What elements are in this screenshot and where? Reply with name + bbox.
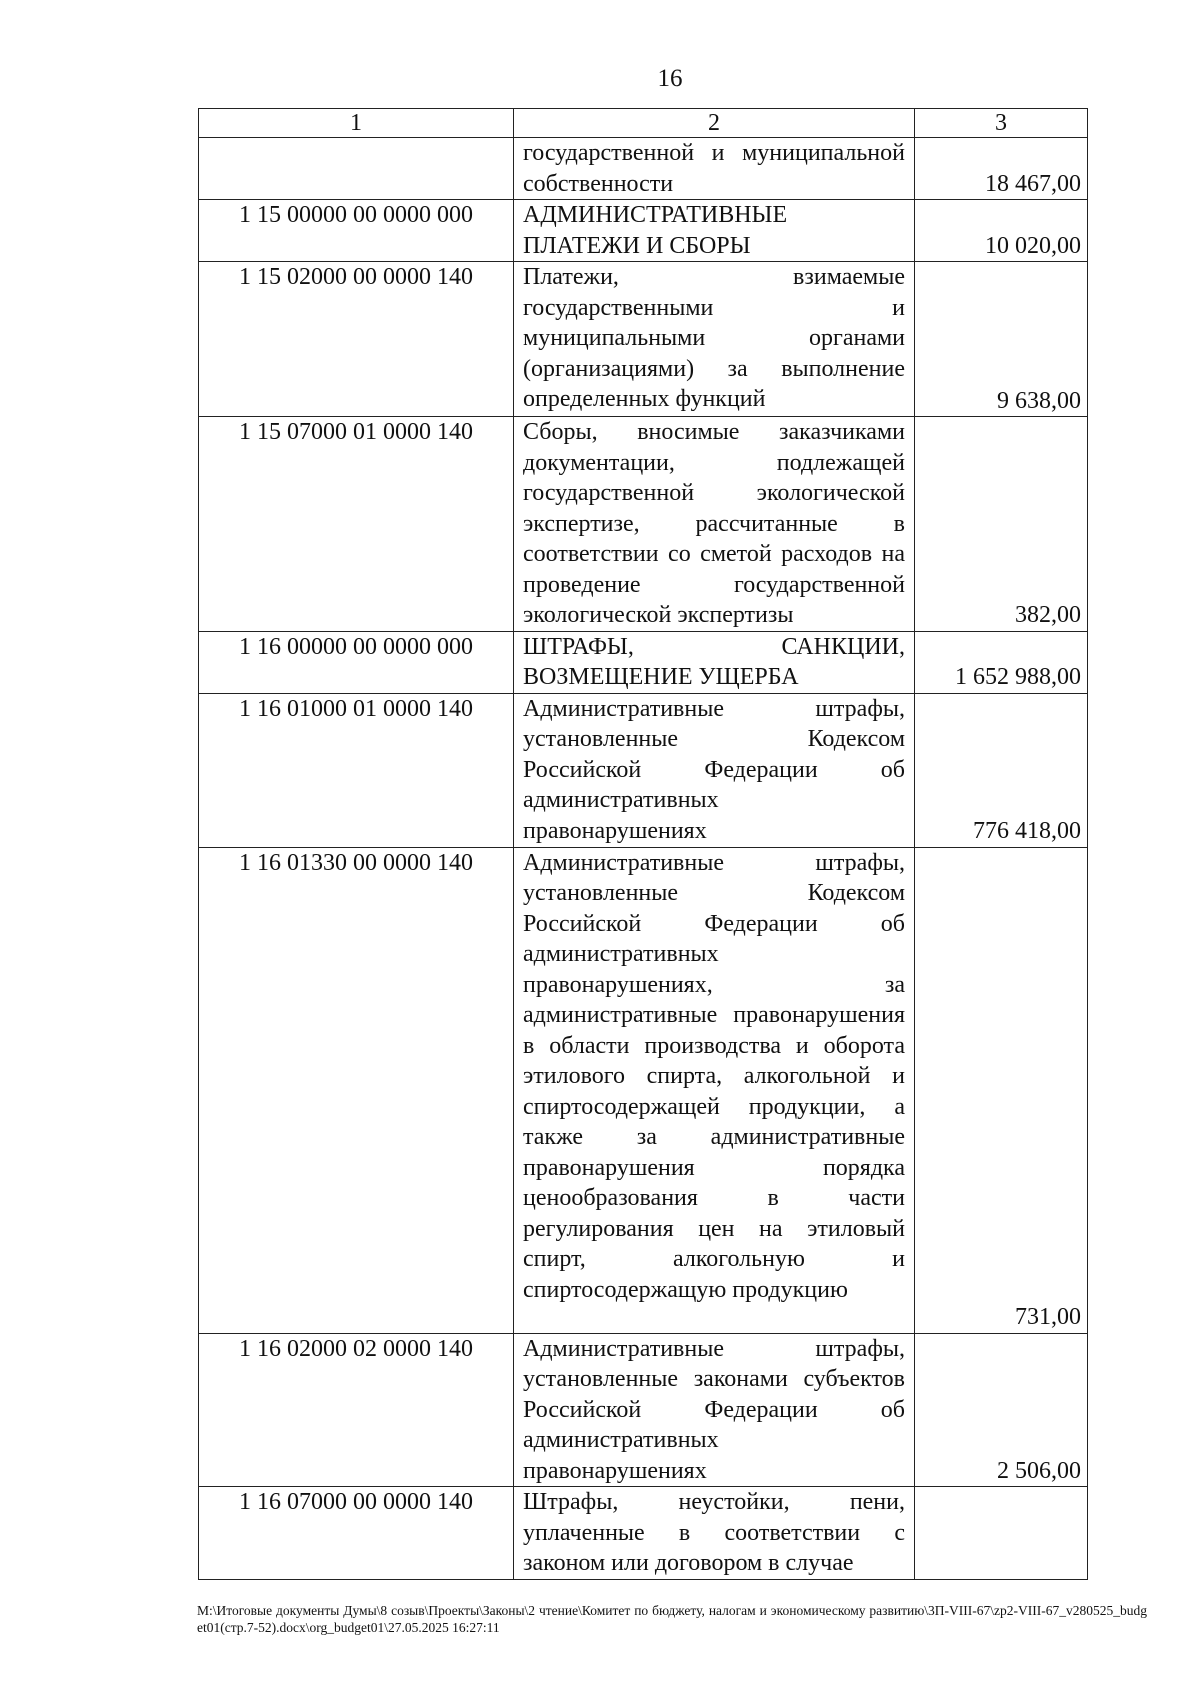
row-name: ШТРАФЫ, САНКЦИИ, ВОЗМЕЩЕНИЕ УЩЕРБА xyxy=(514,631,915,693)
table-row xyxy=(199,847,1088,1333)
file-path-footer: М:\Итоговые документы Думы\8 созыв\Проекты\Законы\2 чтение\Комитет по бюджету, налогам и экономическому развитию\3П-VIII-67\zp2-VIII-67_v280525_budget01(стр.7-52).docx\org_budget01\27.05.2025 16:27:11 xyxy=(197,1603,1147,1635)
row-amount xyxy=(915,1487,1088,1580)
page-number: 16 xyxy=(657,65,683,92)
table-row xyxy=(199,417,1088,632)
table-row xyxy=(199,631,1088,693)
row-code: 1 15 02000 00 0000 140 xyxy=(199,262,514,417)
column-header-amount: 3 xyxy=(915,109,1088,138)
row-name: АДМИНИСТРАТИВНЫЕ ПЛАТЕЖИ И СБОРЫ xyxy=(514,200,915,262)
table-row xyxy=(199,262,1088,417)
table-row xyxy=(199,1487,1088,1580)
row-code: 1 15 00000 00 0000 000 xyxy=(199,200,514,262)
row-name: Платежи, взимаемые государственными и муниципальными органами (организациями) за выполнение определенных функций xyxy=(514,262,915,417)
table-row xyxy=(199,1333,1088,1487)
row-code: 1 16 02000 02 0000 140 xyxy=(199,1333,514,1487)
budget-table xyxy=(198,108,1088,1580)
row-name: государственной и муниципальной собственности xyxy=(514,138,915,200)
row-amount: 776 418,00 xyxy=(915,693,1088,847)
table-row xyxy=(199,693,1088,847)
row-amount: 10 020,00 xyxy=(915,200,1088,262)
row-amount: 2 506,00 xyxy=(915,1333,1088,1487)
row-amount: 18 467,00 xyxy=(915,138,1088,200)
row-name: Административные штрафы, установленные законами субъектов Российской Федерации об административных правонарушениях xyxy=(514,1333,915,1487)
table-row xyxy=(199,200,1088,262)
table-row xyxy=(199,138,1088,200)
row-name: Административные штрафы, установленные Кодексом Российской Федерации об административных правонарушениях xyxy=(514,693,915,847)
row-code: 1 16 01000 01 0000 140 xyxy=(199,693,514,847)
row-code: 1 16 07000 00 0000 140 xyxy=(199,1487,514,1580)
row-amount: 731,00 xyxy=(915,847,1088,1333)
row-amount: 382,00 xyxy=(915,417,1088,632)
row-code: 1 15 07000 01 0000 140 xyxy=(199,417,514,632)
table-header-row xyxy=(199,109,1088,138)
column-header-name: 2 xyxy=(514,109,915,138)
row-amount: 1 652 988,00 xyxy=(915,631,1088,693)
row-name: Штрафы, неустойки, пени, уплаченные в соответствии с законом или договором в случае xyxy=(514,1487,915,1580)
row-name: Административные штрафы, установленные Кодексом Российской Федерации об административных правонарушениях, за административные правонарушения в области производства и оборота этилового спирта, алкогольной и спиртосодержащей продукции, а также за административные правонарушения порядка ценообразования в части регулирования цен на этиловый спирт, алкогольную и спиртосодержащую продукцию xyxy=(514,847,915,1333)
row-amount: 9 638,00 xyxy=(915,262,1088,417)
row-name: Сборы, вносимые заказчиками документации, подлежащей государственной экологической экспертизе, рассчитанные в соответствии со сметой расходов на проведение государственной экологической экспертизы xyxy=(514,417,915,632)
row-code: 1 16 00000 00 0000 000 xyxy=(199,631,514,693)
row-code xyxy=(199,138,514,200)
column-header-code: 1 xyxy=(199,109,514,138)
row-code: 1 16 01330 00 0000 140 xyxy=(199,847,514,1333)
